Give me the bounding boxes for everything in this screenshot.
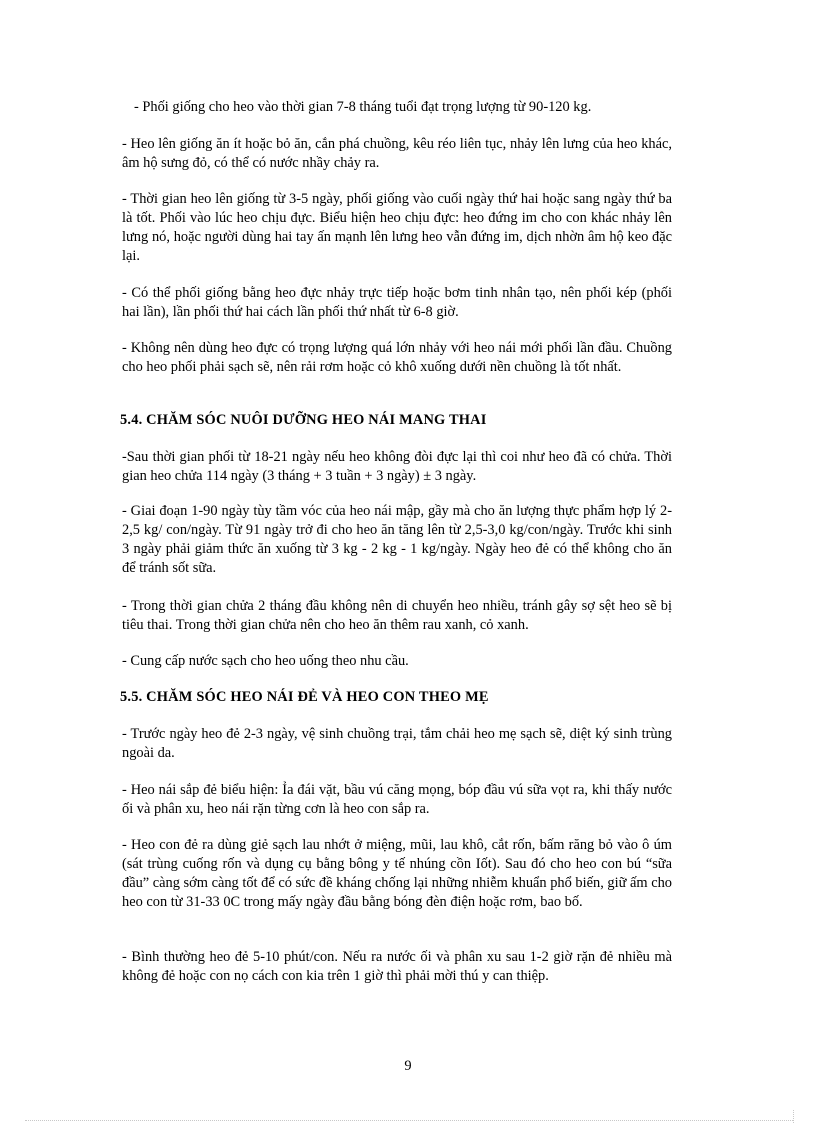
paragraph-early-pregnancy: - Trong thời gian chửa 2 tháng đầu không nên di chuyển heo nhiều, tránh gây sợ sệt heo sẽ bị tiêu thai. Trong thời gian chửa nên cho heo ăn thêm rau xanh, cỏ xanh. [122, 598, 672, 633]
paragraph-feeding-stages: - Giai đoạn 1-90 ngày tùy tầm vóc của heo nái mập, gầy mà cho ăn lượng thực phẩm hợp lý 2-2,5 kg/ con/ngày. Từ 91 ngày trở đi cho heo ăn tăng lên từ 2,5-3,0 kg/con/ngày. Trước khi sinh 3 ngày phải giảm thức ăn xuống từ 3 kg - 2 kg - 1 kg/ngày. Ngày heo đẻ có thể không cho ăn để tránh sốt sữa. [122, 503, 672, 576]
section-heading-5-4: 5.4. CHĂM SÓC NUÔI DƯỠNG HEO NÁI MANG THAI [120, 412, 487, 428]
paragraph-mating-methods: - Có thể phối giống bằng heo đực nhảy trực tiếp hoặc bơm tinh nhân tạo, nên phối kép (phối hai lần), lần phối thứ hai cách lần phối thứ nhất từ 6-8 giờ. [122, 285, 672, 320]
paragraph-breeding-age: - Phối giống cho heo vào thời gian 7-8 tháng tuổi đạt trọng lượng từ 90-120 kg. [134, 99, 592, 115]
page-number: 9 [404, 1058, 412, 1074]
paragraph-farrowing-duration: - Bình thường heo đẻ 5-10 phút/con. Nếu ra nước ối và phân xu sau 1-2 giờ rặn đẻ nhiều mà không đẻ hoặc con nọ cách con kia trên 1 giờ thì phải mời thú y can thiệp. [122, 949, 672, 984]
page-bottom-divider [25, 1120, 793, 1121]
paragraph-pre-farrowing-hygiene: - Trước ngày heo đẻ 2-3 ngày, vệ sinh chuồng trại, tắm chải heo mẹ sạch sẽ, diệt ký sinh trùng ngoài da. [122, 726, 672, 761]
page-corner-mark [793, 1110, 794, 1123]
paragraph-gestation-period: -Sau thời gian phối từ 18-21 ngày nếu heo không đòi đực lại thì coi như heo đã có chửa. Thời gian heo chửa 114 ngày (3 tháng + 3 tuần + 3 ngày) ± 3 ngày. [122, 449, 672, 484]
paragraph-farrowing-signs: - Heo nái sắp đẻ biểu hiện: Ỉa đái vặt, bầu vú căng mọng, bóp đầu vú sữa vọt ra, khi thấy nước ối và phân xu, heo nái rặn từng cơn là heo con sắp ra. [122, 782, 672, 817]
paragraph-boar-weight: - Không nên dùng heo đực có trọng lượng quá lớn nhảy với heo nái mới phối lần đầu. Chuồng cho heo phối phải sạch sẽ, nên rải rơm hoặc cỏ khô xuống dưới nền chuồng là tốt nhất. [122, 340, 672, 375]
paragraph-piglet-care: - Heo con đẻ ra dùng giẻ sạch lau nhớt ở miệng, mũi, lau khô, cắt rốn, bấm răng bỏ vào ô úm (sát trùng cuống rốn và dụng cụ bằng bông y tế nhúng cồn Iốt). Sau đó cho heo con bú “sữa đầu” càng sớm càng tốt để có sức đề kháng chống lại những nhiễm khuẩn phổ biến, giữ ấm cho heo con từ 31-33 0C trong mấy ngày đầu bằng bóng đèn điện hoặc rơm, bao bố. [122, 837, 672, 910]
paragraph-heat-signs: - Heo lên giống ăn ít hoặc bỏ ăn, cắn phá chuồng, kêu réo liên tục, nhảy lên lưng của heo khác, âm hộ sưng đỏ, có thể có nước nhầy chảy ra. [122, 136, 672, 171]
paragraph-heat-timing: - Thời gian heo lên giống từ 3-5 ngày, phối giống vào cuối ngày thứ hai hoặc sang ngày thứ ba là tốt. Phối vào lúc heo chịu đực. Biểu hiện heo chịu đực: heo đứng im cho con khác nhảy lên lưng nó, hoặc người dùng hai tay ấn mạnh lên lưng heo vẫn đứng im, dịch nhờn âm hộ keo đặc lại. [122, 191, 672, 264]
section-heading-5-5: 5.5. CHĂM SÓC HEO NÁI ĐẺ VÀ HEO CON THEO MẸ [120, 689, 489, 705]
paragraph-water-supply: - Cung cấp nước sạch cho heo uống theo nhu cầu. [122, 653, 409, 669]
